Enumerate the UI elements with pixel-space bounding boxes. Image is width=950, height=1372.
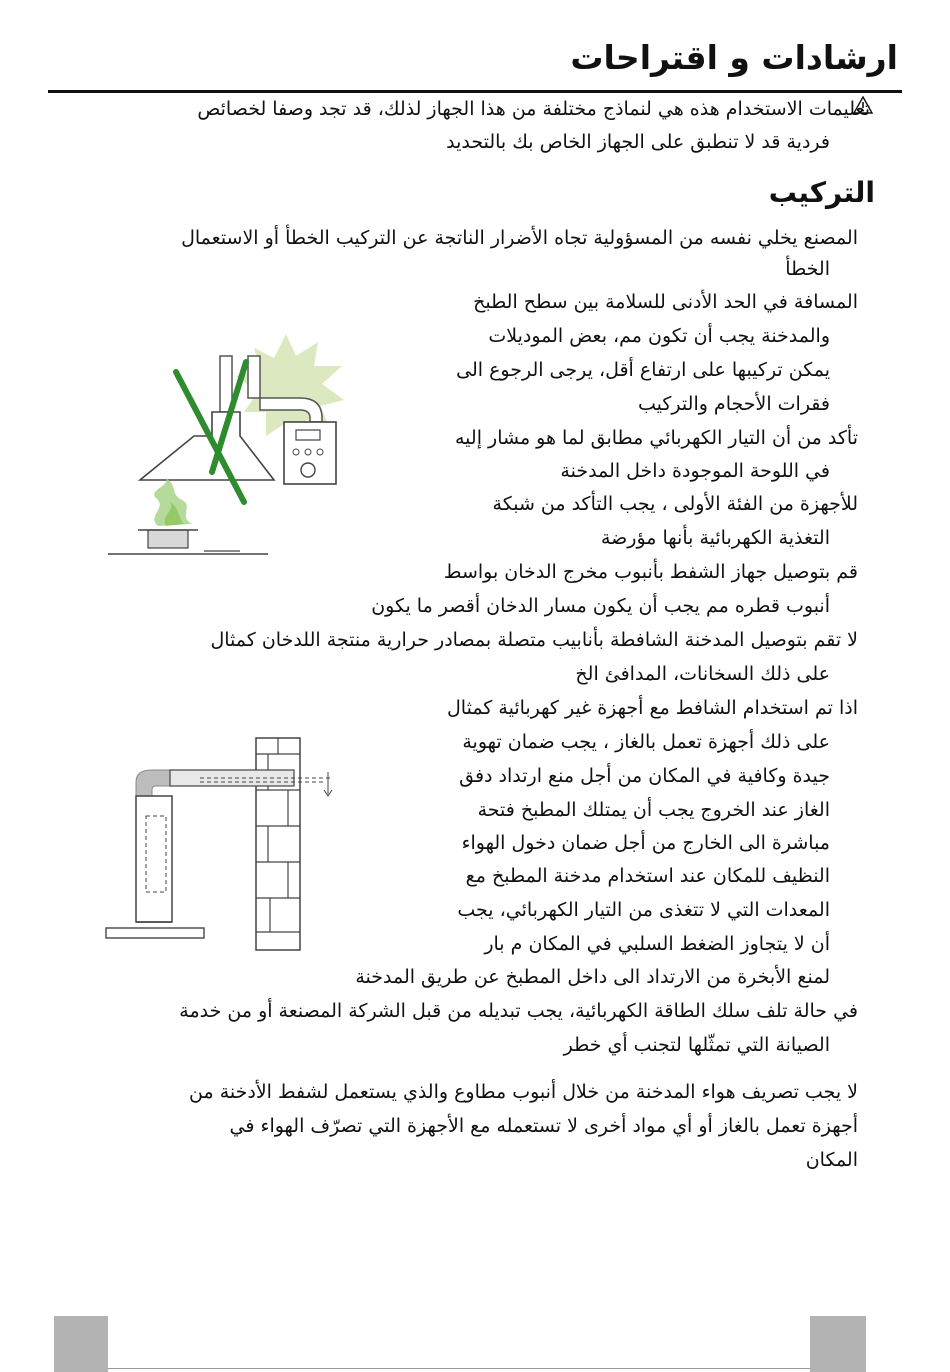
footer-block-left <box>54 1316 108 1372</box>
install-line: قم بتوصيل جهاز الشفط بأنبوب مخرج الدخان بواسط <box>443 561 858 583</box>
install-line: الصيانة التي تمثّلها لتجنب أي خطر <box>563 1034 830 1056</box>
install-line: للأجهزة من الفئة الأولى ، يجب التأكد من شبكة <box>492 493 858 515</box>
install-line: والمدخنة يجب أن تكون مم، بعض الموديلات <box>488 325 830 347</box>
install-line: لمنع الأبخرة من الارتداد الى داخل المطبخ عن طريق المدخنة <box>355 966 830 988</box>
duct-through-wall-illustration <box>100 732 340 954</box>
install-line: تأكد من أن التيار الكهربائي مطابق لما هو مشار إليه <box>455 427 858 449</box>
intro-line: فردية قد لا تنطبق على الجهاز الخاص بك بالتحديد <box>446 131 830 153</box>
install-line: لا تقم بتوصيل المدخنة الشافطة بأنابيب متصلة بمصادر حرارية منتجة اللدخان كمثال <box>210 629 858 651</box>
title-divider <box>48 90 902 93</box>
footer-divider <box>108 1368 810 1369</box>
install-line: المصنع يخلي نفسه من المسؤولية تجاه الأضرار الناتجة عن التركيب الخطأ أو الاستعمال <box>181 227 858 249</box>
install-line: مباشرة الى الخارج من أجل ضمان دخول الهواء <box>461 832 830 854</box>
final-note-line: أجهزة تعمل بالغاز أو أي مواد أخرى لا تستعمله مع الأجهزة التي تصرّف الهواء في <box>229 1115 858 1137</box>
install-line: اذا تم استخدام الشافط مع أجهزة غير كهربائية كمثال <box>447 697 858 719</box>
hood-gas-appliance-illustration <box>108 326 360 558</box>
intro-line: تعليمات الاستخدام هذه هي لنماذج مختلفة من هذا الجهاز لذلك، قد تجد وصفا لخصائص <box>197 98 870 120</box>
install-line: الغاز عند الخروج يجب أن يمتلك المطبخ فتحة <box>477 799 830 821</box>
install-line: المعدات التي لا تتغذى من التيار الكهربائي، يجب <box>457 899 830 921</box>
footer-block-right <box>810 1316 866 1372</box>
page-title: ارشادات و اقتراحات <box>570 38 898 77</box>
install-line: الخطأ <box>785 258 830 280</box>
install-line: المسافة في الحد الأدنى للسلامة بين سطح الطبخ <box>473 291 858 313</box>
install-line: يمكن تركيبها على ارتفاع أقل، يرجى الرجوع الى <box>456 359 830 381</box>
install-line: جيدة وكافية في المكان من أجل منع ارتداد دفق <box>459 765 830 787</box>
final-note-line: المكان <box>805 1149 858 1171</box>
install-line: على ذلك أجهزة تعمل بالغاز ، يجب ضمان تهوية <box>462 731 830 753</box>
install-line: على ذلك السخانات، المدافئ الخ <box>575 663 830 685</box>
install-line: فقرات الأحجام والتركيب <box>638 393 830 415</box>
install-line: في اللوحة الموجودة داخل المدخنة <box>560 460 830 482</box>
section-title-installation: التركيب <box>768 176 875 209</box>
install-line: أن لا يتجاوز الضغط السلبي في المكان م بار <box>484 933 830 955</box>
install-line: النظيف للمكان عند استخدام مدخنة المطبخ مع <box>465 865 830 887</box>
install-line: التغذية الكهربائية بأنها مؤرضة <box>600 527 830 549</box>
final-note-line: لا يجب تصريف هواء المدخنة من خلال أنبوب مطاوع والذي يستعمل لشفط الأدخنة من <box>189 1081 858 1103</box>
install-line: أنبوب قطره مم يجب أن يكون مسار الدخان أقصر ما يكون <box>371 595 830 617</box>
install-line: في حالة تلف سلك الطاقة الكهربائية، يجب تبديله من قبل الشركة المصنعة أو من خدمة <box>179 1000 858 1022</box>
